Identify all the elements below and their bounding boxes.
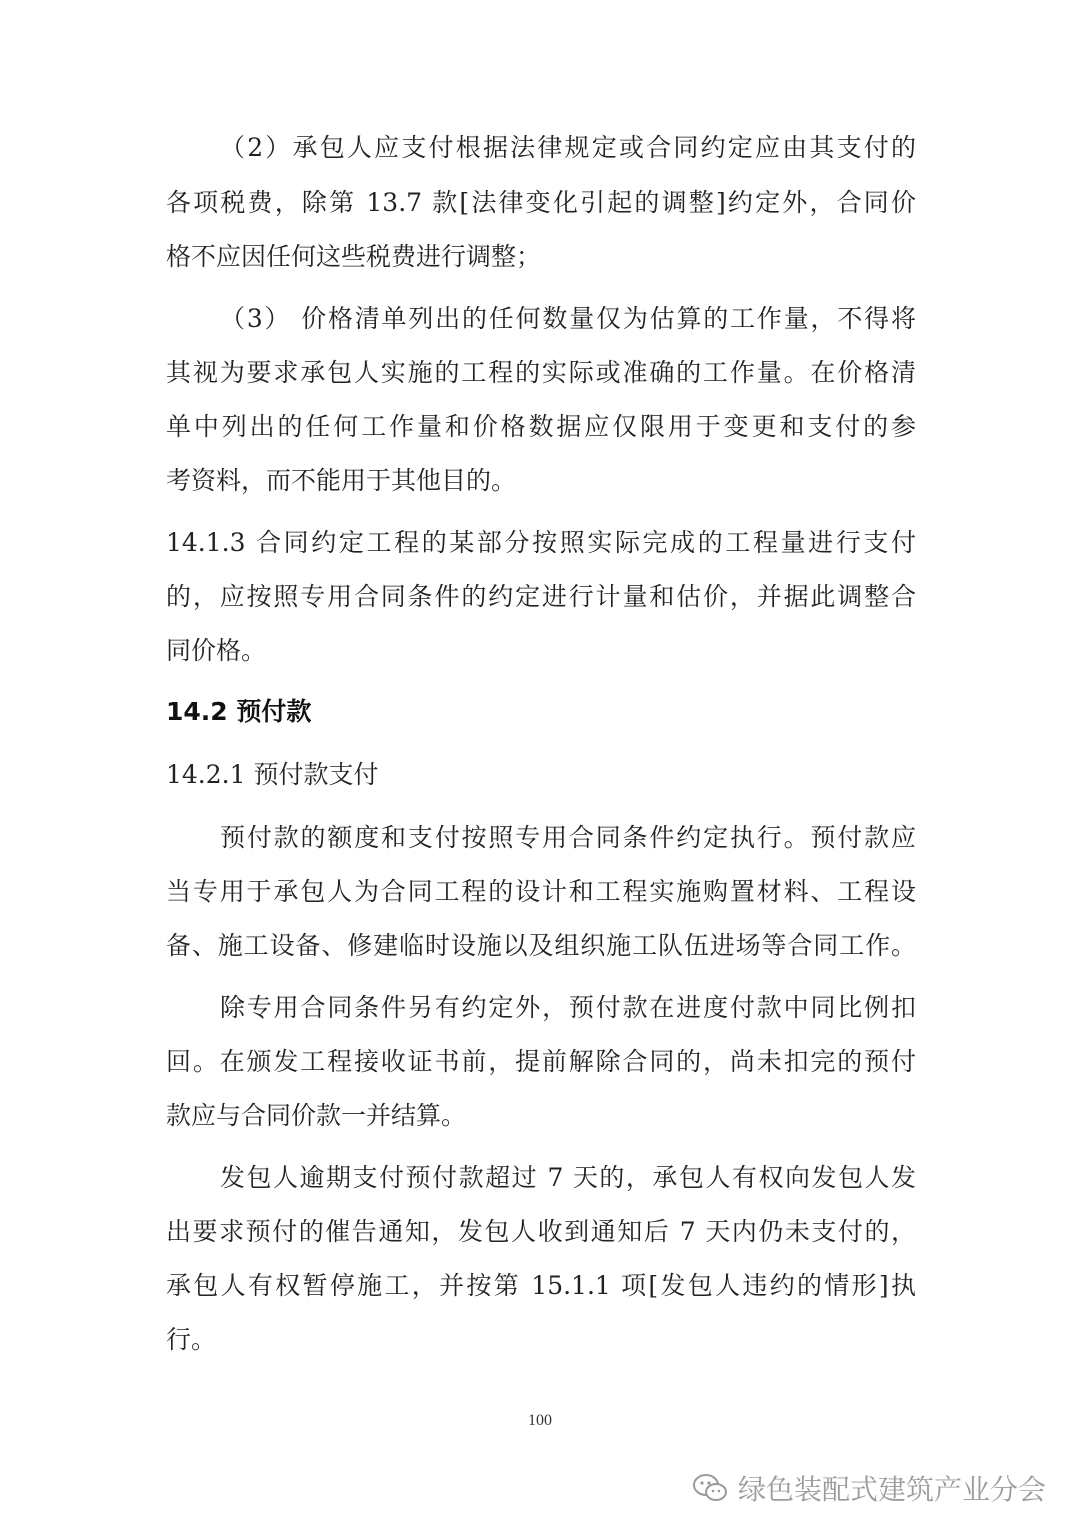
advance-paragraph-3-line-3: 承包人有权暂停施工，并按第 15.1.1 项[发包人违约的情形]执	[166, 1271, 916, 1300]
paragraph-2-line-3: 格不应因任何这些税费进行调整；	[166, 242, 542, 271]
paragraph-3-line-3: 单中列出的任何工作量和价格数据应仅限用于变更和支付的参	[166, 412, 916, 441]
paragraph-3-line-4: 考资料，而不能用于其他目的。	[166, 466, 517, 495]
clause-14-1-3-line-2: 的，应按照专用合同条件的约定进行计量和估价，并据此调整合	[166, 582, 916, 611]
advance-paragraph-3-line-4: 行。	[166, 1325, 217, 1354]
advance-paragraph-2-line-3: 款应与合同价款一并结算。	[166, 1101, 467, 1130]
advance-paragraph-3-line-2: 出要求预付的催告通知，发包人收到通知后 7 天内仍未支付的，	[166, 1217, 916, 1246]
advance-paragraph-1-line-1: 预付款的额度和支付按照专用合同条件约定执行。预付款应	[220, 823, 916, 852]
watermark	[692, 1466, 1046, 1510]
section-heading-14-2: 14.2 预付款	[166, 697, 312, 726]
advance-paragraph-1-line-3: 备、施工设备、修建临时设施以及组织施工队伍进场等合同工作。	[166, 931, 916, 960]
clause-14-1-3-line-3: 同价格。	[166, 636, 267, 665]
subsection-heading-14-2-1: 14.2.1 预付款支付	[166, 760, 379, 789]
advance-paragraph-3-line-1: 发包人逾期支付预付款超过 7 天的，承包人有权向发包人发	[220, 1163, 916, 1192]
paragraph-3-line-1: （3） 价格清单列出的任何数量仅为估算的工作量，不得将	[220, 304, 916, 333]
watermark-text: 绿色装配式建筑产业分会	[737, 1473, 1046, 1506]
advance-paragraph-2-line-2: 回。在颁发工程接收证书前，提前解除合同的，尚未扣完的预付	[166, 1047, 916, 1076]
advance-paragraph-2-line-1: 除专用合同条件另有约定外，预付款在进度付款中同比例扣	[220, 993, 916, 1022]
wechat-icon	[692, 1473, 728, 1503]
page-number: 100	[528, 1412, 552, 1429]
paragraph-2-line-1: （2）承包人应支付根据法律规定或合同约定应由其支付的	[220, 133, 916, 162]
paragraph-3-line-2: 其视为要求承包人实施的工程的实际或准确的工作量。在价格清	[166, 358, 916, 387]
clause-14-1-3-line-1: 14.1.3 合同约定工程的某部分按照实际完成的工程量进行支付	[166, 528, 916, 557]
advance-paragraph-1-line-2: 当专用于承包人为合同工程的设计和工程实施购置材料、工程设	[166, 877, 916, 906]
paragraph-2-line-2: 各项税费，除第 13.7 款[法律变化引起的调整]约定外，合同价	[166, 188, 916, 217]
